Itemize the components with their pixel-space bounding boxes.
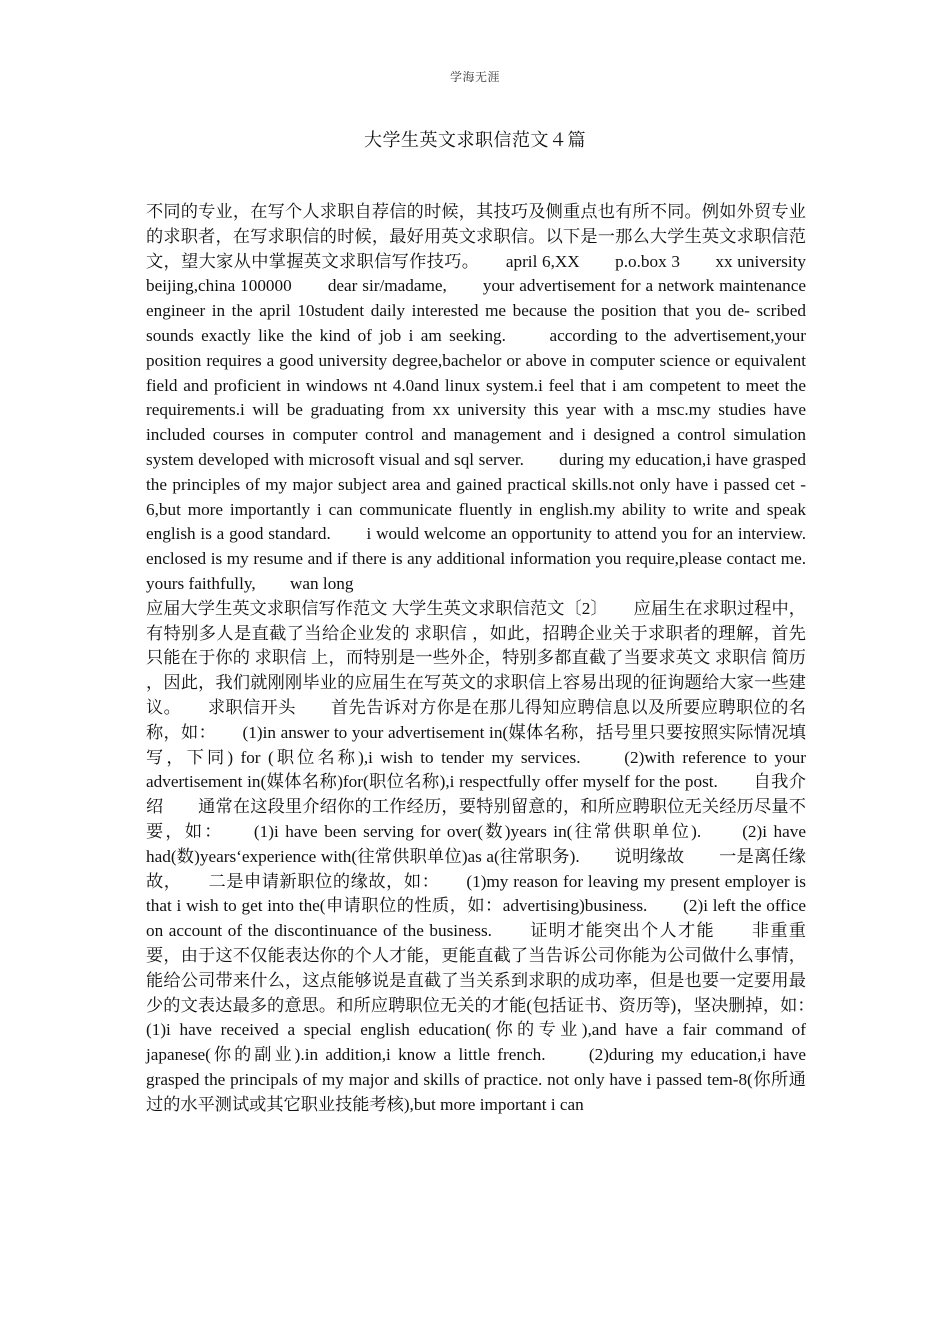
running-header: 学海无涯 bbox=[449, 70, 500, 84]
body-paragraph-2: 应届大学生英文求职信写作范文 大学生英文求职信范文〔2〕 应届生在求职过程中，有特别多人是直截了当给企业发的 求职信 ，如此，招聘企业关于求职者的理解，首先只能在于你的 求职信 上，而特别是一些外企，特别多都直截了当要求英文 求职信 简历 ，因此，我们就刚刚毕业的应届生在写英文的求职信上容易出现的征询题给大家一些建议。 求职信开头 首先告诉对方你是在那儿得知应聘信息以及所要应聘职位的名称，如： (1)in answer to your advertisement in(媒体名称，括号里只要按照实际情况填写，下同) for (职位名称),i wish to tender my services. (2)with reference to your advertisement in(媒体名称)for(职位名称),i respectfully offer myself for the post. 自我介绍 通常在这段里介绍你的工作经历，要特别留意的，和所应聘职位无关经历尽量不要，如： (1)i have been serving for over(数)years in(往常供职单位). (2)i have had(数)years‘experience with(往常供职单位)as a(往常职务). 说明缘故 一是离任缘故， 二是申请新职位的缘故，如： (1)my reason for leaving my present employer is that i wish to get into the(申请职位的性质，如：advertising)business. (2)i left the office on account of the discontinuance of the business. 证明才能突出个人才能 非重重要，由于这不仅能表达你的个人才能，更能直截了当告诉公司你能为公司做什么事情，能给公司带来什么，这点能够说是直截了当关系到求职的成功率，但是也要一定要用最少的文表达最多的意思。和所应聘职位无关的才能(包括证书、资历等)，坚决删掉，如： (1)i have received a special english education(你的专业),and have a fair command of japanese(你的副业).in addition,i know a little french. (2)during my education,i have grasped the principals of my major and skills of practice. not only have i passed tem-8(你所通过的水平测试或其它职业技能考核),but more important i can bbox=[146, 598, 841, 1114]
document-title: 大学生英文求职信范文４篇 bbox=[364, 130, 586, 151]
document-body bbox=[146, 200, 841, 1117]
body-paragraph-1: 不同的专业，在写个人求职自荐信的时候，其技巧及侧重点也有所不同。例如外贸专业的求职者，在写求职信的时候，最好用英文求职信。以下是一那么大学生英文求职信范文，望大家从中掌握英文求职信写作技巧。 april 6,XX p.o.box 3 xx university beijing,china 100000 dear sir/madame, your advertisement for a network maintenance engineer in the april 10student daily interested me because the position that you de- scribed sounds exactly like the kind of job i am seeking. according to the advertisement,your position requires a good university degree,bachelor or above in computer science or equivalent field and proficient in windows nt 4.0and linux system.i feel that i am competent to meet the requirements.i will be graduating from xx university this year with a msc.my studies have included courses in computer control and management and i designed a control simulation system developed with microsoft visual and sql server. during my education,i have grasped the principles of my major subject area and gained practical skills.not only have i passed cet - 6,but more importantly i can communicate fluently in english.my ability to write and speak english is a good standard. i would welcome an opportunity to attend you for an interview. enclosed is my resume and if there is any additional information you require,please contact me. yours faithfully, wan long bbox=[146, 202, 841, 593]
